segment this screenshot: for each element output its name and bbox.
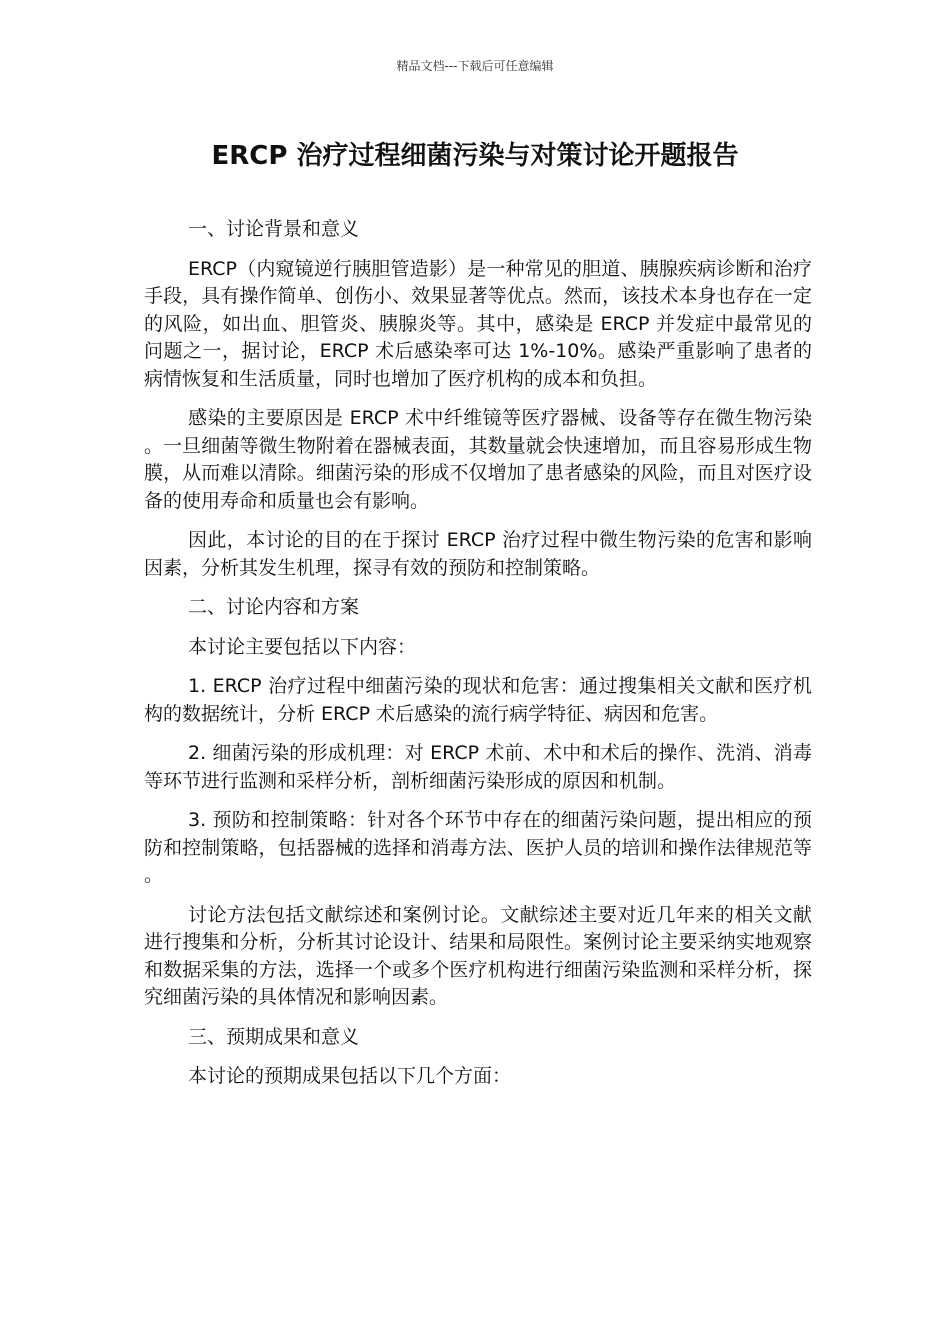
section-heading-background: 一、讨论背景和意义 (188, 218, 360, 240)
document-body (144, 216, 812, 1103)
section-heading-outcomes: 三、预期成果和意义 (188, 1025, 360, 1048)
document-title: ERCP 治疗过程细菌污染与对策讨论开题报告 (211, 141, 739, 171)
list-item-1: 1. ERCP 治疗过程中细菌污染的现状和危害：通过搜集相关文献和医疗机构的数据统计，分析 ERCP 术后感染的流行病学特征、病因和危害。 (144, 675, 812, 725)
list-item-3: 3. 预防和控制策略：针对各个环节中存在的细菌污染问题，提出相应的预防和控制策略，包括器械的选择和消毒方法、医护人员的培训和操作法律规范等。 (144, 809, 812, 886)
outcomes-intro-line: 本讨论的预期成果包括以下几个方面： (188, 1065, 512, 1087)
header-note: 精品文档---下载后可任意编辑 (396, 59, 554, 73)
section-heading-content: 二、讨论内容和方案 (188, 596, 360, 618)
paragraph-purpose: 因此，本讨论的目的在于探讨 ERCP 治疗过程中微生物污染的危害和影响因素，分析其发生机理，探寻有效的预防和控制策略。 (144, 529, 812, 579)
paragraph-infection-cause: 感染的主要原因是 ERCP 术中纤维镜等医疗器械、设备等存在微生物污染。一旦细菌等微生物附着在器械表面，其数量就会快速增加，而且容易形成生物膜，从而难以清除。细菌污染的形成不仅增加了患者感染的风险，而且对医疗设备的使用寿命和质量也会有影响。 (144, 407, 812, 512)
content-intro-line: 本讨论主要包括以下内容： (188, 635, 417, 658)
paragraph-methods: 讨论方法包括文献综述和案例讨论。文献综述主要对近几年来的相关文献进行搜集和分析，分析其讨论设计、结果和局限性。案例讨论主要采纳实地观察和数据采集的方法，选择一个或多个医疗机构进行细菌污染监测和采样分析，探究细菌污染的具体情况和影响因素。 (144, 903, 812, 1008)
paragraph-ercp-intro: ERCP（内窥镜逆行胰胆管造影）是一种常见的胆道、胰腺疾病诊断和治疗手段，具有操作简单、创伤小、效果显著等优点。然而，该技术本身也存在一定的风险，如出血、胆管炎、胰腺炎等。其中，感染是 ERCP 并发症中最常见的问题之一，据讨论，ERCP 术后感染率可达 1%-10%。感染严重影响了患者的病情恢复和生活质量，同时也增加了医疗机构的成本和负担。 (144, 257, 812, 390)
list-item-2: 2. 细菌污染的形成机理：对 ERCP 术前、术中和术后的操作、洗消、消毒等环节进行监测和采样分析，剖析细菌污染形成的原因和机制。 (144, 742, 812, 792)
